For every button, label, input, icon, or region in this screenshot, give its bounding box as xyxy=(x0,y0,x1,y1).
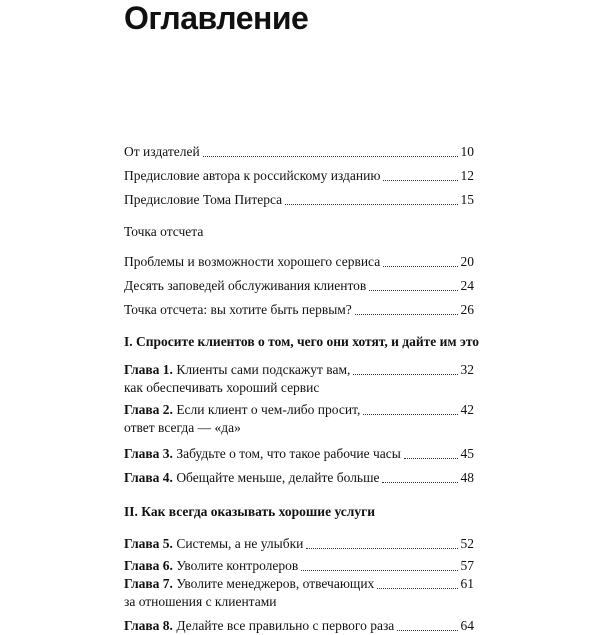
section-starting-point xyxy=(124,223,474,319)
toc-page-number: 61 xyxy=(460,576,474,591)
section-title: Точка отсчета xyxy=(124,224,204,239)
dot-leader xyxy=(377,588,457,589)
toc-entry[interactable] xyxy=(124,361,474,399)
toc-entry-label: Уволите контролеров xyxy=(176,558,299,573)
front-matter xyxy=(124,137,474,209)
toc-entry-continuation: как обеспечивать хороший сервис xyxy=(124,380,320,395)
toc-entry-label: Уволите менеджеров, отвечающих xyxy=(176,576,375,591)
dot-leader xyxy=(383,266,457,267)
dot-leader xyxy=(306,548,457,549)
dot-leader xyxy=(285,204,457,205)
toc-page-number: 10 xyxy=(460,144,474,159)
toc-entry-label: Системы, а не улыбки xyxy=(176,536,304,551)
toc-page-number: 26 xyxy=(460,302,474,317)
toc-page-number: 48 xyxy=(460,470,474,485)
toc-page-number: 32 xyxy=(460,362,474,377)
toc-entry[interactable] xyxy=(124,575,474,613)
toc-page-number: 57 xyxy=(460,558,474,573)
section-part-2 xyxy=(124,503,474,635)
page-title: Оглавление xyxy=(124,0,309,36)
dot-leader xyxy=(203,156,458,157)
toc-entry-label: Если клиент о чем-либо просит, xyxy=(176,402,361,417)
toc-page-number: 45 xyxy=(460,446,474,461)
toc-entry[interactable] xyxy=(124,185,474,209)
toc-entry-continuation: за отношения с клиентами xyxy=(124,594,277,609)
toc-page-number: 64 xyxy=(460,618,474,633)
toc-entry[interactable] xyxy=(124,137,474,161)
toc-entry-label: Забудьте о том, что такое рабочие часы xyxy=(176,446,401,461)
toc-entry[interactable] xyxy=(124,161,474,185)
section-title: II. Как всегда оказывать хорошие услуги xyxy=(124,504,376,519)
toc-page-number: 42 xyxy=(460,402,474,417)
dot-leader xyxy=(301,570,457,571)
dot-leader xyxy=(353,374,457,375)
toc-entry-label: Проблемы и возможности хорошего сервиса xyxy=(124,254,381,269)
toc-entry[interactable] xyxy=(124,441,474,463)
toc-entry-label: Предисловие Тома Питерса xyxy=(124,192,283,207)
table-of-contents xyxy=(124,137,480,635)
chapter-prefix: Глава 5. xyxy=(124,536,173,551)
chapter-prefix: Глава 7. xyxy=(124,576,173,591)
section-part-1 xyxy=(124,333,480,487)
chapter-prefix: Глава 1. xyxy=(124,362,173,377)
chapter-prefix: Глава 4. xyxy=(124,470,173,485)
dot-leader xyxy=(404,458,458,459)
chapter-prefix: Глава 3. xyxy=(124,446,173,461)
toc-entry[interactable] xyxy=(124,401,474,439)
section-title: I. Спросите клиентов о том, чего они хотят, и дайте им это xyxy=(124,334,480,349)
toc-entry-label: Обещайте меньше, делайте больше xyxy=(176,470,380,485)
toc-page-number: 20 xyxy=(460,254,474,269)
dot-leader xyxy=(383,180,457,181)
toc-entry-label: Делайте все правильно с первого раза xyxy=(176,618,395,633)
toc-page-number: 15 xyxy=(460,192,474,207)
toc-page-number: 12 xyxy=(460,168,474,183)
chapter-prefix: Глава 6. xyxy=(124,558,173,573)
toc-entry-label: От издателей xyxy=(124,144,200,159)
chapter-prefix: Глава 8. xyxy=(124,618,173,633)
toc-entry[interactable] xyxy=(124,295,474,319)
chapter-prefix: Глава 2. xyxy=(124,402,173,417)
toc-entry[interactable] xyxy=(124,247,474,271)
toc-entry[interactable] xyxy=(124,465,474,487)
toc-page-number: 52 xyxy=(460,536,474,551)
toc-page-number: 24 xyxy=(460,278,474,293)
toc-entry[interactable] xyxy=(124,531,474,553)
dot-leader xyxy=(397,630,457,631)
toc-entry[interactable] xyxy=(124,553,474,575)
toc-entry[interactable] xyxy=(124,271,474,295)
toc-entry-label: Точка отсчета: вы хотите быть первым? xyxy=(124,302,352,317)
toc-entry-label: Предисловие автора к российскому изданию xyxy=(124,168,381,183)
dot-leader xyxy=(369,290,457,291)
dot-leader xyxy=(363,414,457,415)
toc-entry-label: Десять заповедей обслуживания клиентов xyxy=(124,278,367,293)
toc-entry[interactable] xyxy=(124,613,474,635)
dot-leader xyxy=(355,314,458,315)
toc-entry-continuation: ответ всегда — «да» xyxy=(124,420,241,435)
dot-leader xyxy=(382,482,457,483)
toc-entry-label: Клиенты сами подскажут вам, xyxy=(176,362,351,377)
